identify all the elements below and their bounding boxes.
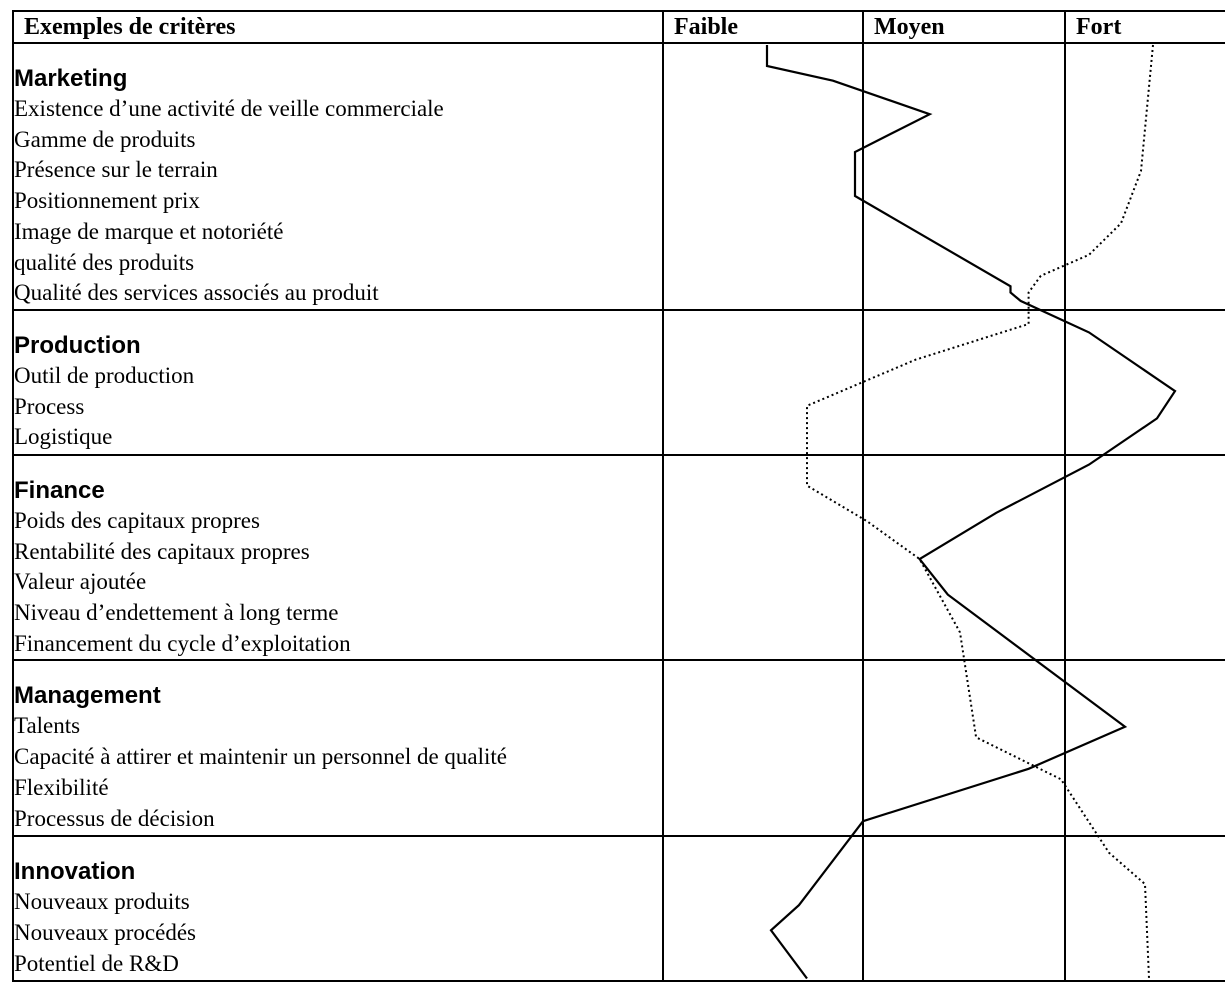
criteria-table xyxy=(12,10,1225,982)
rating-cell-low xyxy=(663,660,863,836)
rating-cell-low xyxy=(663,43,863,310)
rating-cell-high xyxy=(1065,455,1225,661)
section-row-innovation xyxy=(13,836,1225,980)
criterion: Rentabilité des capitaux propres xyxy=(14,538,310,564)
section-cell-production xyxy=(13,310,663,455)
criterion: Talents xyxy=(14,713,81,739)
criterion: Niveau d’endettement à long terme xyxy=(14,600,339,626)
criterion: qualité des produits xyxy=(14,249,195,275)
rating-cell-medium xyxy=(863,43,1065,310)
section-title: Marketing xyxy=(14,65,128,92)
header-criteria: Exemples de critères xyxy=(13,11,663,43)
section-cell-finance xyxy=(13,455,663,661)
criterion: Image de marque et notoriété xyxy=(14,218,284,244)
criterion: Outil de production xyxy=(14,362,195,388)
rating-cell-high xyxy=(1065,836,1225,980)
section-row-finance xyxy=(13,455,1225,661)
section-cell-management xyxy=(13,660,663,836)
section-title: Management xyxy=(14,682,161,710)
criterion: Potentiel de R&D xyxy=(14,950,179,976)
criterion: Capacité à attirer et maintenir un personnel de qualité xyxy=(14,744,508,770)
criterion: Existence d’une activité de veille commerciale xyxy=(14,96,444,121)
rating-cell-low xyxy=(663,455,863,661)
section-row-marketing xyxy=(13,43,1225,310)
header-medium: Moyen xyxy=(863,11,1065,43)
header-high: Fort xyxy=(1065,11,1225,43)
section-title: Innovation xyxy=(14,858,136,886)
criterion: Processus de décision xyxy=(14,805,215,831)
header-low: Faible xyxy=(663,11,863,43)
criterion: Valeur ajoutée xyxy=(14,569,147,595)
criterion: Positionnement prix xyxy=(14,188,200,214)
rating-cell-high xyxy=(1065,660,1225,836)
criterion: Présence sur le terrain xyxy=(14,157,218,183)
rating-cell-high xyxy=(1065,43,1225,310)
criterion: Logistique xyxy=(14,424,113,450)
criterion: Flexibilité xyxy=(14,774,109,800)
rating-cell-medium xyxy=(863,660,1065,836)
criterion: Poids des capitaux propres xyxy=(14,507,260,533)
rating-cell-low xyxy=(663,310,863,455)
section-row-production xyxy=(13,310,1225,455)
criterion: Nouveaux produits xyxy=(14,889,190,915)
rating-cell-medium xyxy=(863,455,1065,661)
rating-cell-high xyxy=(1065,310,1225,455)
section-cell-marketing xyxy=(13,43,663,310)
criterion: Financement du cycle d’exploitation xyxy=(14,630,351,656)
criterion: Process xyxy=(14,393,85,419)
criterion: Nouveaux procédés xyxy=(14,920,197,946)
section-title: Finance xyxy=(14,476,105,504)
section-cell-innovation xyxy=(13,836,663,980)
section-title: Production xyxy=(14,331,141,359)
rating-cell-low xyxy=(663,836,863,980)
criterion: Qualité des services associés au produit xyxy=(14,280,379,306)
criterion: Gamme de produits xyxy=(14,126,196,152)
rating-cell-medium xyxy=(863,836,1065,980)
rating-cell-medium xyxy=(863,310,1065,455)
table-header-row xyxy=(13,11,1225,43)
section-row-management xyxy=(13,660,1225,836)
